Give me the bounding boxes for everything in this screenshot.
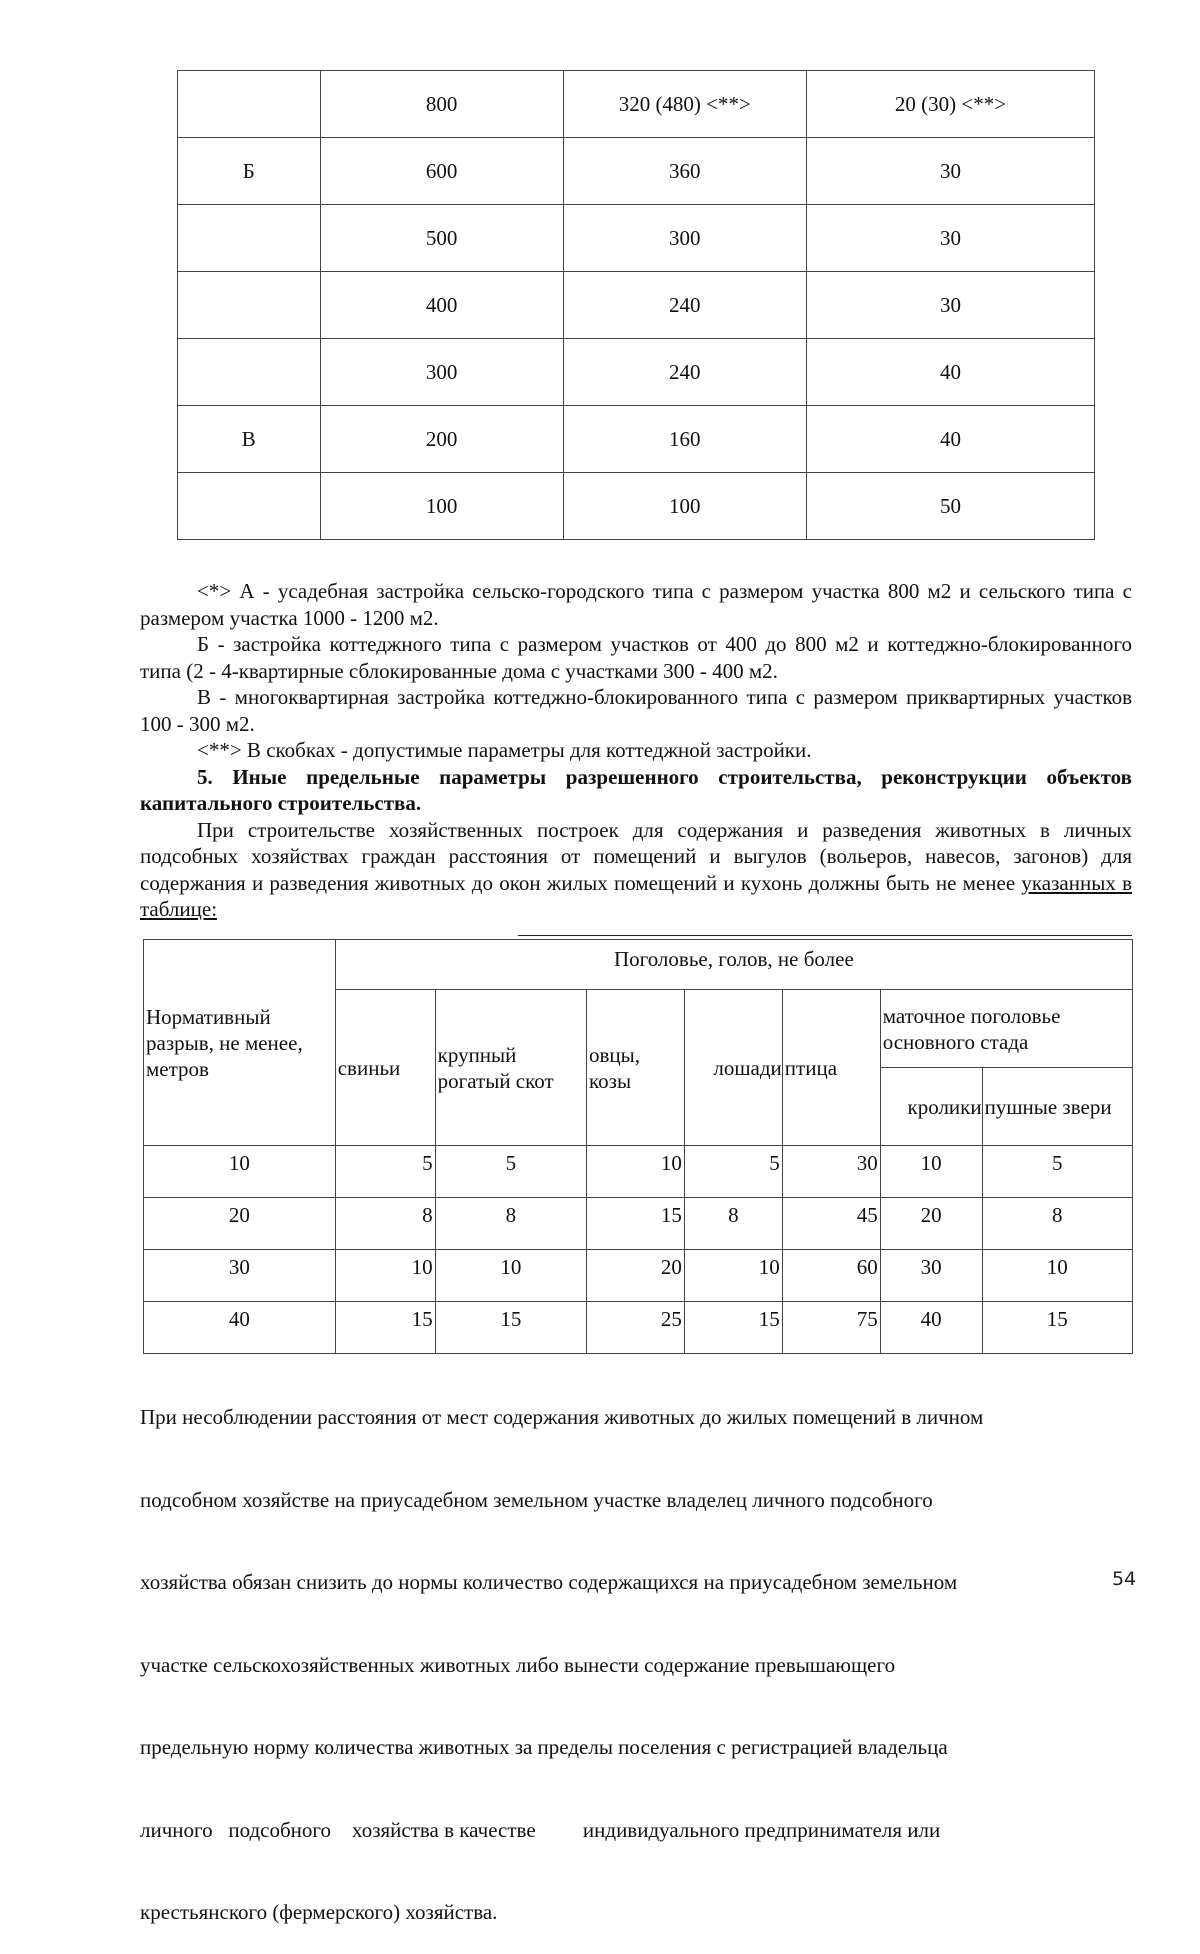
closing-line: При несоблюдении расстояния от мест содержания животных до жилых помещений в личном — [140, 1405, 984, 1429]
closing-line: участке сельскохозяйственных животных либо вынести содержание превышающего — [140, 1652, 896, 1677]
header-rabbits: кролики — [880, 1068, 982, 1146]
table-cell: 60 — [782, 1250, 880, 1302]
closing-line: крестьянского (фермерского) хозяйства. — [140, 1900, 498, 1924]
table-row — [178, 339, 1095, 406]
header-breeding-stock: маточное поголовье основного стада — [880, 990, 1132, 1068]
table-cell: 240 — [563, 272, 806, 339]
table-cell: 25 — [587, 1302, 685, 1354]
table-cell: 100 — [320, 473, 563, 540]
table-cell: 15 — [587, 1198, 685, 1250]
table-cell: 10 — [435, 1250, 586, 1302]
table-cell: 10 — [587, 1146, 685, 1198]
table-cell: 300 — [320, 339, 563, 406]
table-cell: 5 — [684, 1146, 782, 1198]
table-row — [178, 205, 1095, 272]
table-cell — [178, 272, 321, 339]
table-cell: 5 — [335, 1146, 435, 1198]
table-cell: 20 — [587, 1250, 685, 1302]
table-cell — [178, 71, 321, 138]
closing-line: личного подсобного хозяйства в качестве индивидуального предпринимателя или — [140, 1817, 941, 1842]
closing-line: хозяйства обязан снизить до нормы количество содержащихся на приусадебном земельном — [140, 1570, 958, 1594]
table-row — [144, 1146, 1133, 1198]
table-row — [178, 138, 1095, 205]
table-cell: 5 — [982, 1146, 1132, 1198]
table-cell: 30 — [144, 1250, 336, 1302]
table-cell: 30 — [880, 1250, 982, 1302]
table-cell: 30 — [806, 205, 1094, 272]
table-cell: В — [178, 406, 321, 473]
header-livestock-group: Поголовье, голов, не более — [335, 940, 1132, 990]
table-cell: 20 — [880, 1198, 982, 1250]
section-intro-underlined: указанных в таблице: — [140, 870, 1133, 921]
note-v: В - многоквартирная застройка коттеджно-блокированного типа с размером приквартирных участков 100 - 300 м2. — [140, 685, 1132, 736]
table-cell: 30 — [782, 1146, 880, 1198]
table-row — [178, 272, 1095, 339]
table-cell: 100 — [563, 473, 806, 540]
table-cell: 8 — [982, 1198, 1132, 1250]
table-row — [144, 1198, 1133, 1250]
notes-block — [140, 578, 1132, 923]
table-cell: 30 — [806, 272, 1094, 339]
table-cell: 300 — [563, 205, 806, 272]
table-cell: 40 — [144, 1302, 336, 1354]
table-cell: 40 — [880, 1302, 982, 1354]
table-cell: 160 — [563, 406, 806, 473]
section-intro — [140, 817, 1132, 923]
header-cattle: крупный рогатый скот — [435, 990, 586, 1146]
header-horses: лошади — [684, 990, 782, 1146]
table-cell: 200 — [320, 406, 563, 473]
table-cell — [178, 339, 321, 406]
table-cell: 360 — [563, 138, 806, 205]
table-cell: 15 — [982, 1302, 1132, 1354]
table-cell: 15 — [335, 1302, 435, 1354]
table-row — [144, 1250, 1133, 1302]
table-cell: 15 — [684, 1302, 782, 1354]
section-intro-text: При строительстве хозяйственных построек для содержания и разведения животных в личных подсобных хозяйствах граждан расстояния от помещений и выгулов (вольеров, навесов, загонов) для содержания и разведения животных до окон жилых помещений и кухонь должны быть не менее — [140, 817, 1132, 895]
zoning-parameters-table — [177, 70, 1095, 540]
page-number: 54 — [1112, 1568, 1137, 1590]
table-cell: 15 — [435, 1302, 586, 1354]
table-cell: 20 — [144, 1198, 336, 1250]
header-fur-animals: пушные звери — [982, 1068, 1132, 1146]
header-distance: Нормативный разрыв, не менее, метров — [144, 940, 336, 1146]
table-row — [178, 473, 1095, 540]
header-sheep-goats: овцы, козы — [587, 990, 685, 1146]
header-row-1 — [144, 940, 1133, 990]
table-cell: 8 — [435, 1198, 586, 1250]
table-cell: 8 — [335, 1198, 435, 1250]
table-cell: 10 — [144, 1146, 336, 1198]
table-cell: 400 — [320, 272, 563, 339]
header-poultry: птица — [782, 990, 880, 1146]
table-cell: 240 — [563, 339, 806, 406]
table-row — [144, 1302, 1133, 1354]
table-cell: 800 — [320, 71, 563, 138]
table-cell: 45 — [782, 1198, 880, 1250]
table-cell: 50 — [806, 473, 1094, 540]
table-cell: 30 — [806, 138, 1094, 205]
note-a: <*> А - усадебная застройка сельско-городского типа с размером участка 800 м2 и сельского типа с размером участка 1000 - 1200 м2. — [140, 579, 1132, 630]
table-cell: 75 — [782, 1302, 880, 1354]
section-heading: 5. Иные предельные параметры разрешенного строительства, реконструкции объектов капитального строительства. — [140, 764, 1132, 815]
header-pigs: свиньи — [335, 990, 435, 1146]
underline-rule — [518, 935, 1132, 936]
table-cell: 20 (30) <**> — [806, 71, 1094, 138]
table-cell: 8 — [684, 1198, 782, 1250]
table-cell: 320 (480) <**> — [563, 71, 806, 138]
table-cell: 10 — [880, 1146, 982, 1198]
table-cell: 40 — [806, 406, 1094, 473]
table-cell: 600 — [320, 138, 563, 205]
livestock-distance-table — [143, 939, 1133, 1354]
table-cell: 10 — [335, 1250, 435, 1302]
table-row — [178, 71, 1095, 138]
closing-line: предельную норму количества животных за пределы поселения с регистрацией владельца — [140, 1735, 948, 1759]
closing-paragraph — [140, 1349, 1132, 1954]
table-cell: 500 — [320, 205, 563, 272]
table-cell: 5 — [435, 1146, 586, 1198]
table-cell: Б — [178, 138, 321, 205]
note-b: Б - застройка коттеджного типа с размером участков от 400 до 800 м2 и коттеджно-блокированного типа (2 - 4-квартирные сблокированные дома с участками 300 - 400 м2. — [140, 632, 1132, 683]
closing-line: подсобном хозяйстве на приусадебном земельном участке владелец личного подсобного — [140, 1487, 933, 1512]
table-cell: 10 — [982, 1250, 1132, 1302]
table-cell: 40 — [806, 339, 1094, 406]
table-cell — [178, 205, 321, 272]
table-cell — [178, 473, 321, 540]
table-row — [178, 406, 1095, 473]
table-cell: 10 — [684, 1250, 782, 1302]
note-double-star: <**> В скобках - допустимые параметры для коттеджной застройки. — [197, 738, 812, 762]
